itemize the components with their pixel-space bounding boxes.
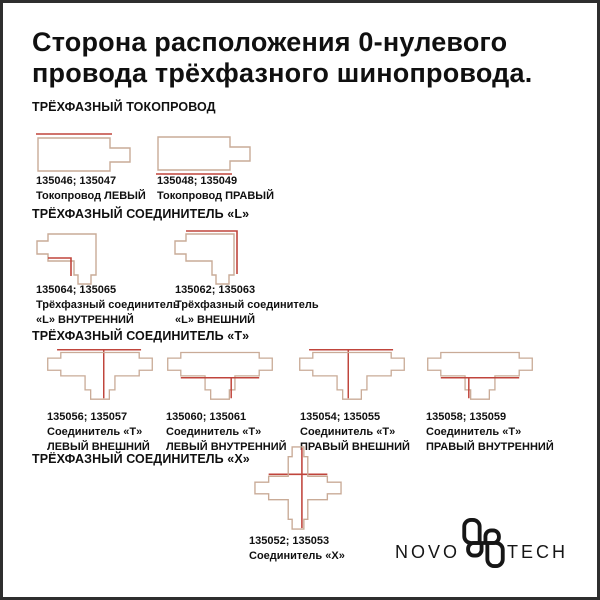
section-header-power-feed: ТРЁХФАЗНЫЙ ТОКОПРОВОД (32, 100, 216, 114)
title-line-1: Сторона расположения 0-нулевого (32, 27, 508, 57)
item-label: 135056; 135057 Соединитель «Т» ЛЕВЫЙ ВНЕШНИЙ (47, 411, 150, 453)
item-label: 135052; 135053 Соединитель «Х» (249, 535, 345, 562)
section-header-l-connector: ТРЁХФАЗНЫЙ СОЕДИНИТЕЛЬ «L» (32, 207, 250, 221)
item-label: 135046; 135047 Токопровод ЛЕВЫЙ (36, 175, 146, 202)
item-label: 135064; 135065 Трёхфазный соединитель «L» ВНУТРЕННИЙ (36, 284, 180, 326)
item-label: 135054; 135055 Соединитель «Т» ПРАВЫЙ ВНЕШНИЙ (300, 411, 410, 453)
page-title (32, 27, 532, 89)
t-connector-left-outer-diagram (44, 345, 156, 403)
section-header-t-connector: ТРЁХФАЗНЫЙ СОЕДИНИТЕЛЬ «Т» (32, 329, 250, 343)
l-connector-inner-diagram (33, 226, 105, 288)
title-line-2: провода трёхфазного шинопровода. (32, 58, 533, 88)
x-connector-diagram (249, 443, 347, 533)
section-header-x-connector: ТРЁХФАЗНЫЙ СОЕДИНИТЕЛЬ «Х» (32, 452, 250, 466)
l-connector-outer-diagram (171, 226, 243, 288)
t-connector-left-inner-diagram (164, 345, 276, 403)
logo-text-tech: TECH (507, 542, 569, 562)
t-connector-right-inner-diagram (424, 345, 536, 403)
item-label: 135048; 135049 Токопровод ПРАВЫЙ (157, 175, 274, 202)
item-label: 135062; 135063 Трёхфазный соединитель «L» ВНЕШНИЙ (175, 284, 319, 326)
item-label: 135058; 135059 Соединитель «Т» ПРАВЫЙ ВНУТРЕННИЙ (426, 411, 554, 453)
power-feed-right-diagram (154, 133, 254, 179)
logo-text-novo: NOVO (395, 542, 461, 562)
t-connector-right-outer-diagram (296, 345, 408, 403)
item-label: 135060; 135061 Соединитель «Т» ЛЕВЫЙ ВНУТРЕННИЙ (166, 411, 287, 453)
power-feed-left-diagram (34, 129, 134, 175)
novotech-logo (395, 517, 568, 569)
novotech-pinwheel-icon (460, 517, 507, 569)
